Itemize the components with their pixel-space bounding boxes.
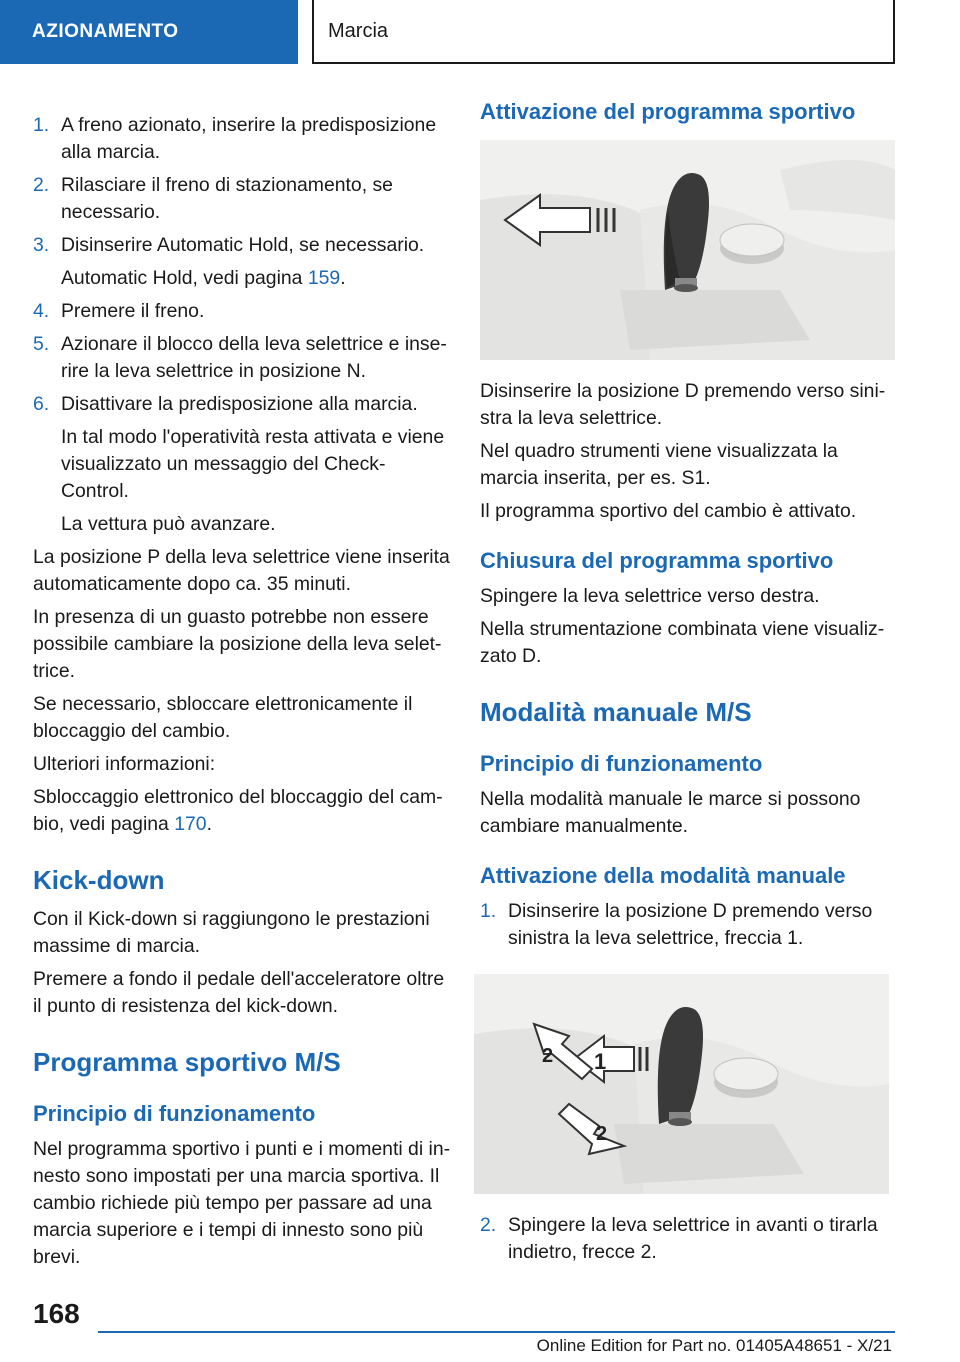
gear-lever-illustration	[480, 140, 895, 360]
list-item	[33, 112, 451, 166]
paragraph: Disinserire la posizione D premendo verso sinistra la leva selettrice.	[480, 380, 886, 429]
page-link-170[interactable]: 170	[174, 813, 207, 835]
list-item	[33, 298, 451, 325]
step-text: Disinserire Automatic Hold, se necessario.	[61, 234, 425, 256]
paragraph: Con il Kick-down si raggiungono le prestazioni massime di marcia.	[33, 908, 430, 957]
step-number: 2.	[480, 1214, 497, 1236]
heading-close-sport: Chiusura del programma sportivo	[480, 548, 834, 573]
list-item	[480, 898, 898, 952]
edition-note: Online Edition for Part no. 01405A48651 - X/21	[536, 1336, 892, 1355]
heading-principle: Principio di funzionamento	[33, 1101, 316, 1126]
heading-kickdown: Kick-down	[33, 865, 165, 895]
list-item	[480, 1212, 898, 1266]
paragraph: Il programma sportivo del cambio è attivato.	[480, 500, 857, 522]
step-text: Disattivare la predisposizione alla marcia.	[61, 393, 418, 415]
note-text: Automatic Hold, vedi pagina	[61, 267, 308, 289]
manual-mode-figure	[474, 974, 889, 1194]
list-item	[33, 172, 451, 226]
step-number: 3.	[33, 234, 50, 256]
step-text: Spingere la leva selettrice in avanti o tirarla indietro, frecce 2.	[508, 1214, 878, 1263]
step-number: 6.	[33, 393, 50, 415]
heading-principle-manual: Principio di funzionamento	[480, 751, 763, 776]
page-number: 168	[33, 1298, 80, 1329]
paragraph: Premere a fondo il pedale dell'acceleratore oltre il punto di resistenza del kick-down.	[33, 968, 445, 1017]
step-number: 1.	[33, 114, 50, 136]
step-text: A freno azionato, inserire la predisposizione alla marcia.	[61, 114, 437, 163]
step-note: In tal modo l'operatività resta attivata e viene visualizzato un messaggio del Check-Control.	[61, 426, 445, 502]
section-tab: AZIONAMENTO	[0, 0, 298, 64]
paragraph: La posizione P della leva selettrice viene inserita automaticamente dopo ca. 35 minuti.	[33, 546, 450, 595]
step-text: Azionare il blocco della leva selettrice e inserire la leva selettrice in posizione N.	[61, 333, 447, 382]
page-link-159[interactable]: 159	[307, 267, 341, 289]
heading-activate-sport: Attivazione del programma sportivo	[480, 99, 856, 124]
step-number: 5.	[33, 333, 50, 355]
arrow-label-2-top: 2	[542, 1045, 554, 1067]
paragraph: Ulteriori informazioni:	[33, 753, 216, 775]
paragraph: Spingere la leva selettrice verso destra.	[480, 585, 820, 607]
step-text: Disinserire la posizione D premendo verso sinistra la leva selettrice, freccia 1.	[508, 900, 873, 949]
step-text: Rilasciare il freno di stazionamento, se necessario.	[61, 174, 393, 223]
paragraph: In presenza di un guasto potrebbe non essere possibile cambiare la posizione della leva selettrice.	[33, 606, 442, 682]
paragraph: Se necessario, sbloccare elettronicamente il bloccaggio del cambio.	[33, 693, 413, 742]
chapter-title: Marcia	[312, 0, 895, 64]
paragraph: Nel programma sportivo i punti e i momenti di innesto sono impostati per una marcia sportiva. Il cambio richiede più tempo per passare ad una marcia superiore e i tempi di innesto sono più brevi.	[33, 1138, 451, 1268]
step-note: La vettura può avanzare.	[61, 513, 276, 535]
right-column	[480, 99, 898, 1272]
left-column	[33, 112, 451, 1277]
list-item	[33, 331, 451, 385]
gear-lever-arrows-illustration	[474, 974, 889, 1194]
list-item	[33, 391, 451, 538]
paragraph-punct: .	[206, 813, 212, 835]
step-note	[61, 265, 451, 292]
step-number: 4.	[33, 300, 50, 322]
step-number: 1.	[480, 900, 497, 922]
paragraph: Nella strumentazione combinata viene visualizzato D.	[480, 618, 885, 667]
note-punct: .	[340, 267, 346, 289]
arrow-label-1: 1	[594, 1049, 607, 1074]
step-text: Premere il freno.	[61, 300, 205, 322]
heading-activate-manual: Attivazione della modalità manuale	[480, 863, 846, 888]
paragraph: Nel quadro strumenti viene visualizzata la marcia inserita, per es. S1.	[480, 440, 838, 489]
arrow-label-2-bottom: 2	[596, 1123, 608, 1145]
step-number: 2.	[33, 174, 50, 196]
steps-list	[33, 112, 451, 538]
paragraph-text: Sbloccaggio elettronico del bloccaggio del cambio, vedi pagina	[33, 786, 443, 835]
heading-manual-mode: Modalità manuale M/S	[480, 697, 752, 727]
paragraph	[33, 784, 451, 838]
heading-sport-program: Programma sportivo M/S	[33, 1047, 341, 1077]
paragraph: Nella modalità manuale le marce si possono cambiare manualmente.	[480, 788, 861, 837]
list-item	[33, 232, 451, 292]
gear-selector-figure	[480, 140, 895, 360]
footer-divider	[98, 1331, 895, 1333]
